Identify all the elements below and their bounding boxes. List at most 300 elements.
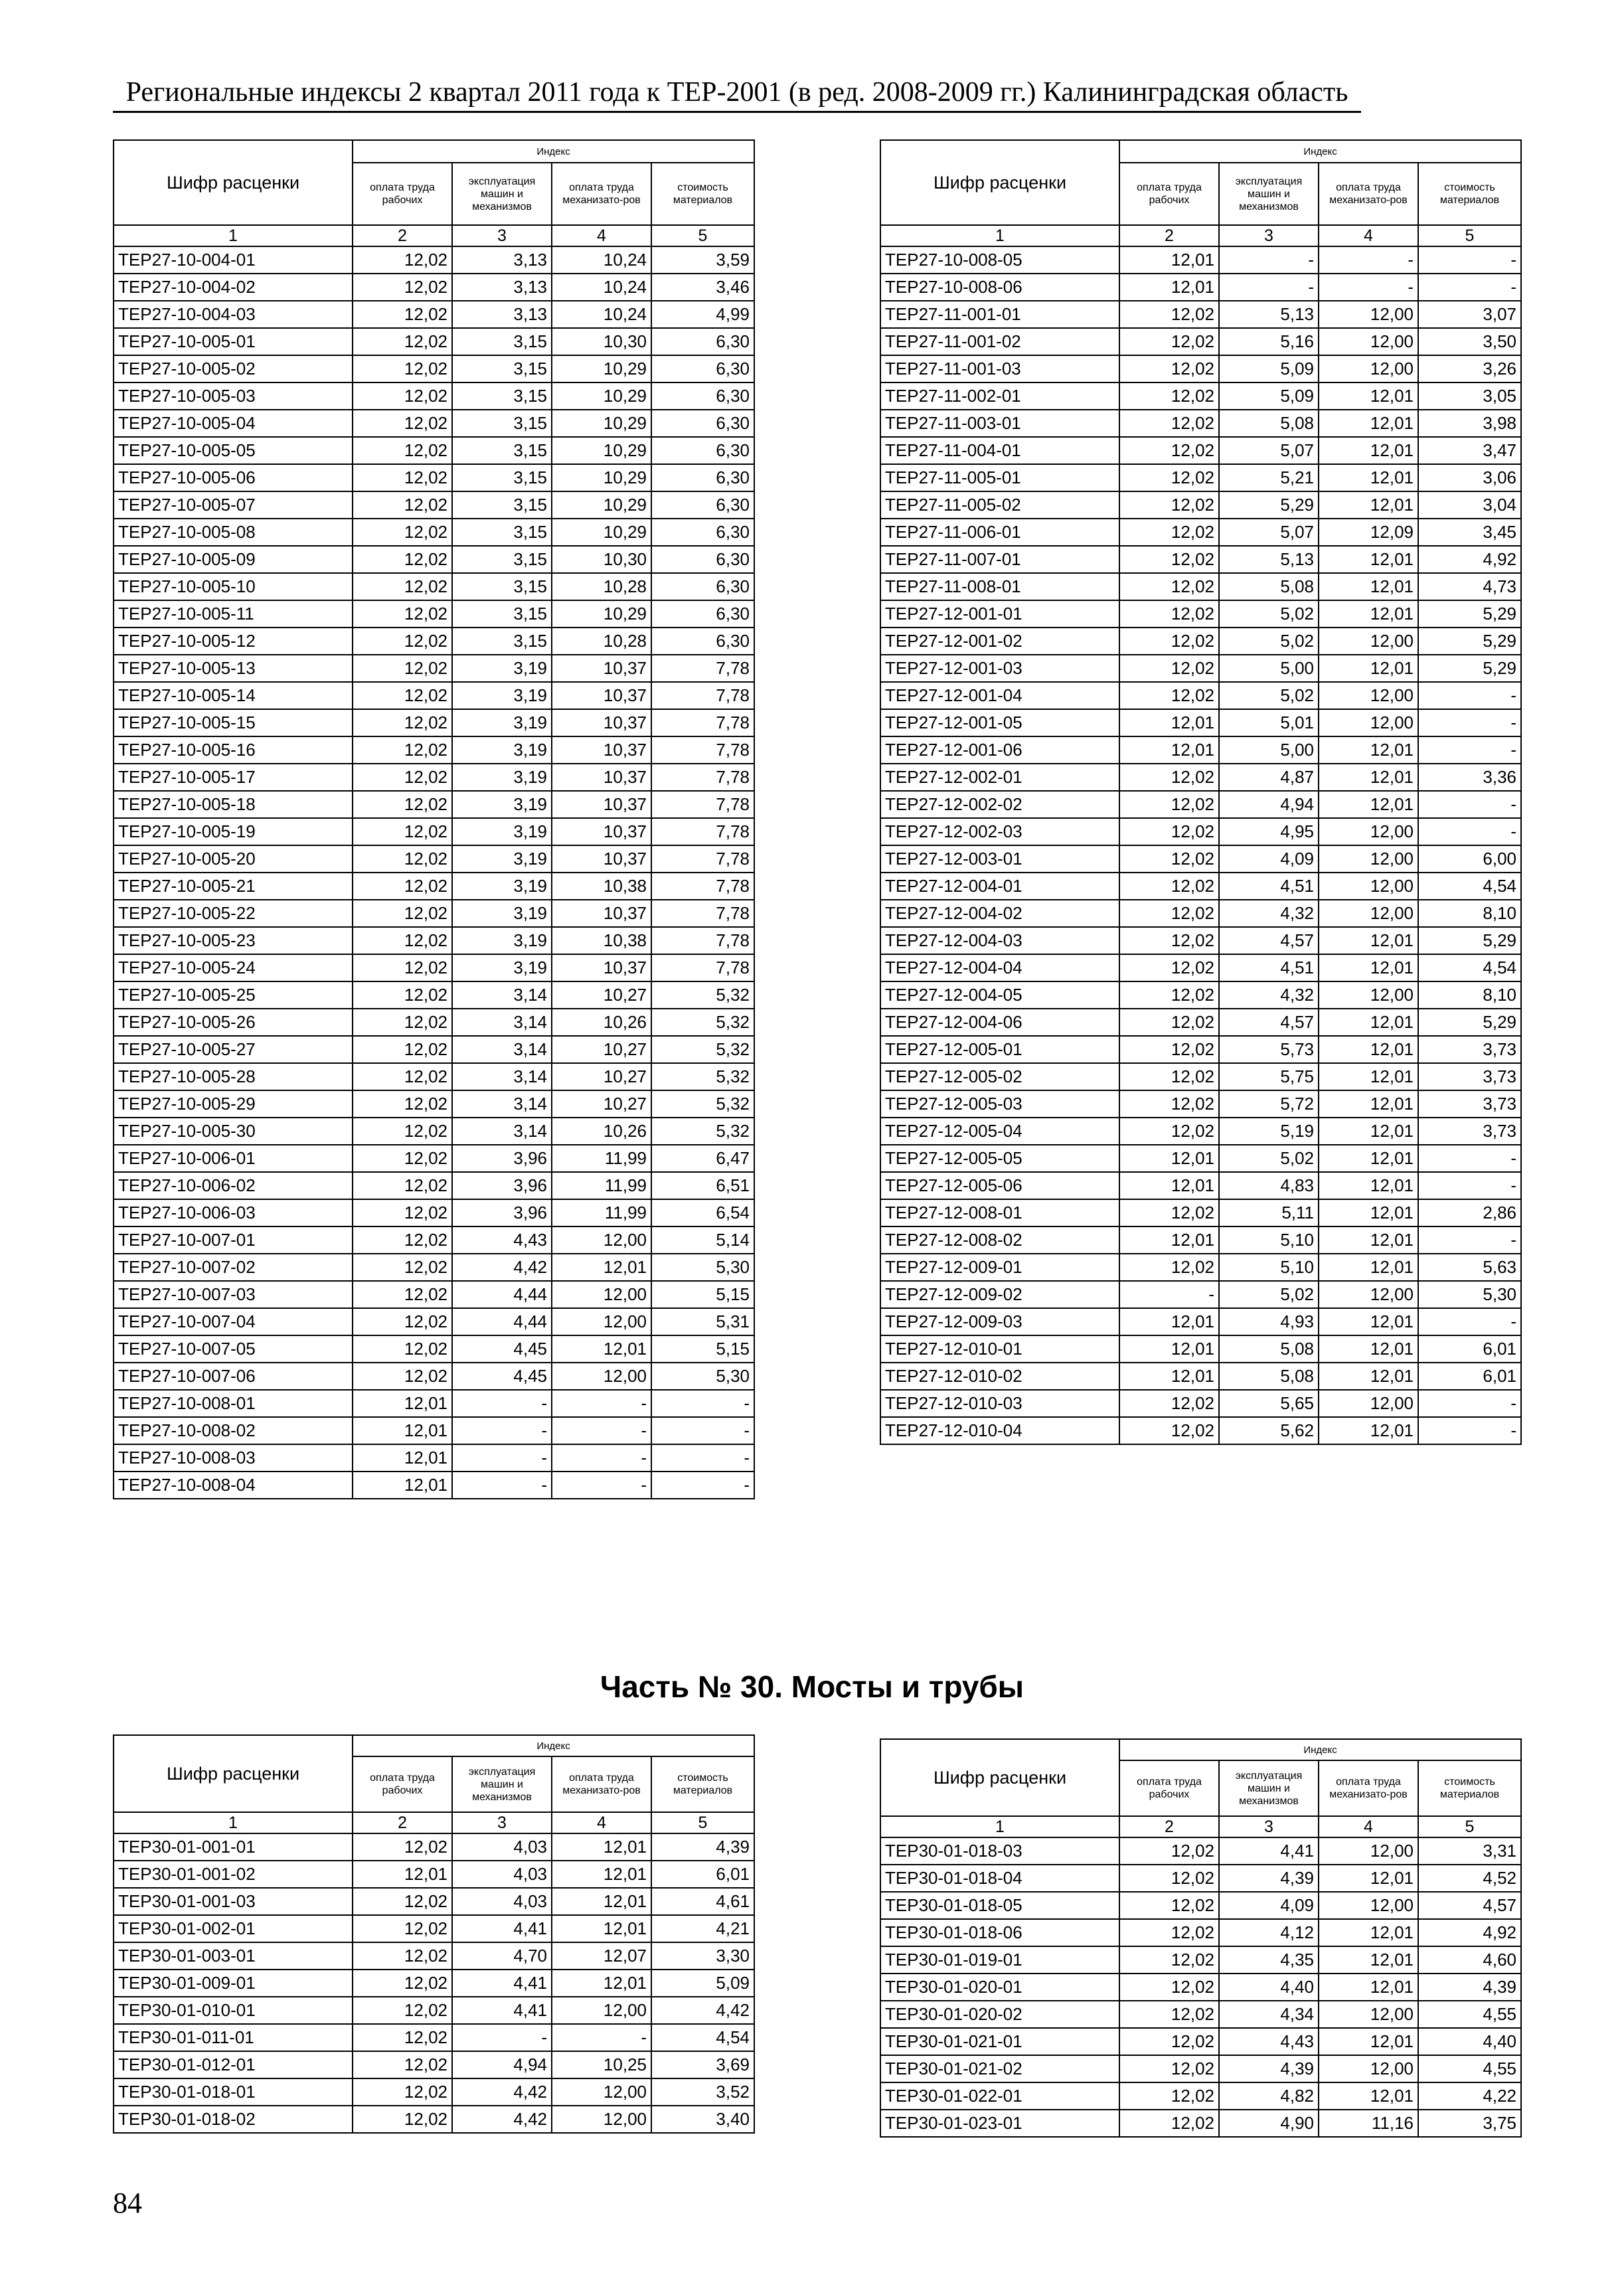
cell-value: 3,73	[1418, 1036, 1521, 1063]
cell-value: 5,30	[651, 1363, 754, 1390]
cell-code: ТЕР27-12-002-03	[880, 818, 1119, 845]
table-row	[114, 1118, 754, 1145]
cell-value: 3,52	[651, 2078, 754, 2106]
table-row	[114, 2106, 754, 2133]
cell-code: ТЕР30-01-001-02	[114, 1861, 353, 1888]
cell-code: ТЕР27-10-005-11	[114, 600, 353, 628]
cell-value: 12,02	[1119, 1063, 1219, 1090]
cell-code: ТЕР27-11-003-01	[880, 410, 1119, 437]
cell-value: 12,02	[1119, 1118, 1219, 1145]
cell-code: ТЕР27-11-005-02	[880, 491, 1119, 519]
cell-code: ТЕР30-01-018-01	[114, 2078, 353, 2106]
cell-value: 5,10	[1219, 1226, 1319, 1254]
cell-code: ТЕР30-01-020-02	[880, 2001, 1119, 2028]
cell-value: 12,02	[1119, 818, 1219, 845]
cell-code: ТЕР27-10-005-25	[114, 981, 353, 1009]
table-row	[114, 900, 754, 927]
column-header-operators: оплата труда механизато-ров	[1319, 163, 1418, 225]
cell-value: 12,01	[552, 1915, 651, 1942]
cell-code: ТЕР27-10-004-03	[114, 301, 353, 328]
table-row	[114, 682, 754, 709]
cell-value: 12,02	[1119, 1009, 1219, 1036]
cell-value: 12,02	[1119, 764, 1219, 791]
cell-value: 6,30	[651, 410, 754, 437]
cell-code: ТЕР27-12-005-02	[880, 1063, 1119, 1090]
cell-value: 4,21	[651, 1915, 754, 1942]
column-number: 3	[1219, 1816, 1319, 1837]
cell-value: 12,01	[1119, 1145, 1219, 1172]
column-number-row	[114, 1812, 754, 1833]
cell-value: 3,40	[651, 2106, 754, 2133]
cell-value: 3,19	[452, 764, 552, 791]
table-row	[880, 1390, 1521, 1417]
table-row	[880, 628, 1521, 655]
cell-value: 12,02	[1119, 1199, 1219, 1226]
cell-value: 12,02	[1119, 1919, 1219, 1946]
cell-value: 7,78	[651, 682, 754, 709]
cell-value: 4,42	[452, 1254, 552, 1281]
cell-value: -	[1418, 709, 1521, 736]
cell-value: 12,01	[1319, 736, 1418, 764]
cell-value: 12,01	[552, 1254, 651, 1281]
cell-value: 3,26	[1418, 355, 1521, 382]
cell-value: 4,03	[452, 1833, 552, 1861]
cell-value: 5,21	[1219, 464, 1319, 491]
cell-value: 4,92	[1418, 546, 1521, 573]
cell-value: 12,02	[1119, 491, 1219, 519]
table-row	[114, 355, 754, 382]
cell-value: -	[651, 1417, 754, 1444]
cell-value: 12,02	[1119, 873, 1219, 900]
cell-code: ТЕР30-01-001-01	[114, 1833, 353, 1861]
cell-code: ТЕР30-01-018-02	[114, 2106, 353, 2133]
cell-code: ТЕР27-12-004-06	[880, 1009, 1119, 1036]
cell-value: 12,02	[1119, 573, 1219, 600]
column-header-code: Шифр расценки	[114, 1735, 353, 1812]
table-row	[880, 873, 1521, 900]
cell-value: 3,14	[452, 1063, 552, 1090]
cell-value: 10,37	[552, 900, 651, 927]
table-row	[114, 1090, 754, 1118]
cell-value: 12,02	[353, 682, 452, 709]
cell-value: 4,92	[1418, 1919, 1521, 1946]
cell-value: 3,69	[651, 2051, 754, 2078]
table-row	[114, 1444, 754, 1472]
cell-value: 3,19	[452, 655, 552, 682]
table-header	[114, 140, 754, 246]
cell-value: 10,37	[552, 845, 651, 873]
cell-value: 12,01	[1319, 2082, 1418, 2110]
cell-code: ТЕР30-01-018-03	[880, 1837, 1119, 1865]
cell-value: 5,01	[1219, 709, 1319, 736]
cell-value: 5,73	[1219, 1036, 1319, 1063]
cell-code: ТЕР27-12-001-04	[880, 682, 1119, 709]
column-header-code: Шифр расценки	[114, 140, 353, 225]
table-row	[114, 573, 754, 600]
cell-value: 12,01	[1119, 736, 1219, 764]
table-row	[880, 1919, 1521, 1946]
column-number: 4	[1319, 225, 1418, 246]
cell-value: 4,34	[1219, 2001, 1319, 2028]
cell-value: 12,01	[1319, 1036, 1418, 1063]
cell-value: 12,00	[1319, 900, 1418, 927]
cell-value: 4,61	[651, 1888, 754, 1915]
cell-value: 3,46	[651, 274, 754, 301]
cell-value: 10,25	[552, 2051, 651, 2078]
cell-code: ТЕР27-12-009-03	[880, 1308, 1119, 1335]
cell-value: 12,01	[1319, 1417, 1418, 1444]
cell-value: 12,02	[1119, 546, 1219, 573]
cell-code: ТЕР27-12-002-02	[880, 791, 1119, 818]
cell-value: 12,02	[353, 1335, 452, 1363]
cell-value: 10,26	[552, 1118, 651, 1145]
column-header-labor: оплата труда рабочих	[1119, 163, 1219, 225]
cell-value: 4,57	[1219, 1009, 1319, 1036]
cell-value: 12,01	[353, 1472, 452, 1499]
cell-value: 5,02	[1219, 1145, 1319, 1172]
cell-code: ТЕР27-12-008-01	[880, 1199, 1119, 1226]
cell-value: 8,10	[1418, 981, 1521, 1009]
header-rule	[113, 111, 1361, 113]
cell-value: 10,29	[552, 382, 651, 410]
cell-value: 4,44	[452, 1308, 552, 1335]
cell-value: 12,02	[353, 1970, 452, 1997]
cell-value: 10,37	[552, 709, 651, 736]
table-row	[880, 1946, 1521, 1974]
cell-value: 3,31	[1418, 1837, 1521, 1865]
cell-value: 4,45	[452, 1363, 552, 1390]
cell-value: 12,00	[1319, 328, 1418, 355]
cell-value: 5,00	[1219, 655, 1319, 682]
column-number: 3	[452, 225, 552, 246]
table-row	[880, 1281, 1521, 1308]
cell-value: 12,02	[1119, 1837, 1219, 1865]
cell-code: ТЕР27-12-010-04	[880, 1417, 1119, 1444]
column-number: 5	[651, 1812, 754, 1833]
cell-value: 12,01	[1319, 1090, 1418, 1118]
cell-value: 4,54	[1418, 873, 1521, 900]
table-row	[880, 900, 1521, 927]
cell-value: 10,29	[552, 355, 651, 382]
cell-value: 12,01	[1119, 1335, 1219, 1363]
cell-code: ТЕР27-12-009-01	[880, 1254, 1119, 1281]
cell-code: ТЕР27-12-004-03	[880, 927, 1119, 954]
cell-value: 12,02	[1119, 410, 1219, 437]
cell-code: ТЕР27-10-005-12	[114, 628, 353, 655]
cell-value: 4,35	[1219, 1946, 1319, 1974]
cell-value: 12,01	[1319, 491, 1418, 519]
cell-value: 4,57	[1219, 927, 1319, 954]
cell-value: 12,02	[1119, 628, 1219, 655]
table-row	[880, 1308, 1521, 1335]
cell-value: 12,02	[353, 519, 452, 546]
index-table-1	[113, 139, 755, 1499]
column-header-machines: эксплуатация машин и механизмов	[452, 1756, 552, 1812]
cell-value: 12,02	[353, 464, 452, 491]
cell-value: 12,02	[353, 1145, 452, 1172]
cell-code: ТЕР30-01-009-01	[114, 1970, 353, 1997]
cell-value: 10,27	[552, 1090, 651, 1118]
table-row	[114, 1861, 754, 1888]
table-row	[114, 1335, 754, 1363]
cell-value: 12,02	[1119, 1254, 1219, 1281]
table-row	[114, 600, 754, 628]
cell-value: 3,14	[452, 1009, 552, 1036]
cell-value: 12,01	[1319, 573, 1418, 600]
table-row	[114, 818, 754, 845]
table-row	[880, 927, 1521, 954]
column-number-row	[114, 225, 754, 246]
table-row	[880, 491, 1521, 519]
cell-value: 12,02	[353, 600, 452, 628]
cell-value: 4,94	[452, 2051, 552, 2078]
cell-value: -	[1418, 1417, 1521, 1444]
table-row	[114, 328, 754, 355]
cell-code: ТЕР27-12-009-02	[880, 1281, 1119, 1308]
cell-value: 3,19	[452, 682, 552, 709]
cell-value: 4,03	[452, 1861, 552, 1888]
cell-value: 12,01	[1319, 1363, 1418, 1390]
cell-code: ТЕР30-01-021-02	[880, 2055, 1119, 2082]
cell-value: 12,02	[353, 1199, 452, 1226]
cell-value: 4,39	[1418, 1974, 1521, 2001]
column-header-labor: оплата труда рабочих	[353, 163, 452, 225]
column-number: 1	[114, 1812, 353, 1833]
cell-value: 5,75	[1219, 1063, 1319, 1090]
cell-value: 3,15	[452, 464, 552, 491]
cell-value: 6,30	[651, 519, 754, 546]
cell-value: 12,00	[1319, 873, 1418, 900]
cell-value: 3,50	[1418, 328, 1521, 355]
cell-value: 12,02	[1119, 845, 1219, 873]
column-number: 2	[1119, 225, 1219, 246]
cell-code: ТЕР27-10-005-20	[114, 845, 353, 873]
cell-code: ТЕР30-01-019-01	[880, 1946, 1119, 1974]
cell-code: ТЕР27-11-008-01	[880, 573, 1119, 600]
cell-value: 5,08	[1219, 410, 1319, 437]
cell-code: ТЕР27-10-005-04	[114, 410, 353, 437]
cell-value: 5,29	[1418, 600, 1521, 628]
cell-code: ТЕР30-01-023-01	[880, 2110, 1119, 2137]
table-row	[114, 274, 754, 301]
cell-value: 3,47	[1418, 437, 1521, 464]
cell-value: 7,78	[651, 736, 754, 764]
table-row	[880, 246, 1521, 274]
table-row	[880, 274, 1521, 301]
cell-code: ТЕР27-10-005-24	[114, 954, 353, 981]
cell-value: 8,10	[1418, 900, 1521, 927]
column-number: 2	[353, 225, 452, 246]
cell-value: 5,08	[1219, 1363, 1319, 1390]
table-row	[880, 1892, 1521, 1919]
table-row	[114, 1970, 754, 1997]
table-row	[114, 1308, 754, 1335]
cell-value: 5,15	[651, 1335, 754, 1363]
cell-value: -	[1418, 1308, 1521, 1335]
cell-code: ТЕР27-12-005-05	[880, 1145, 1119, 1172]
cell-value: 12,07	[552, 1942, 651, 1970]
cell-value: 6,30	[651, 628, 754, 655]
column-header-operators: оплата труда механизато-ров	[552, 1756, 651, 1812]
table-body	[114, 1833, 754, 2133]
cell-value: 12,02	[353, 546, 452, 573]
cell-value: 4,52	[1418, 1865, 1521, 1892]
table-row	[114, 1915, 754, 1942]
table-header	[880, 140, 1521, 246]
cell-value: 12,02	[353, 1997, 452, 2024]
cell-value: 7,78	[651, 927, 754, 954]
table-row	[880, 1865, 1521, 1892]
cell-code: ТЕР27-10-005-28	[114, 1063, 353, 1090]
column-number: 2	[353, 1812, 452, 1833]
cell-value: 12,02	[1119, 1892, 1219, 1919]
cell-code: ТЕР30-01-020-01	[880, 1974, 1119, 2001]
cell-value: 12,01	[552, 1970, 651, 1997]
cell-value: 4,90	[1219, 2110, 1319, 2137]
cell-value: 12,01	[1319, 1009, 1418, 1036]
cell-value: 3,36	[1418, 764, 1521, 791]
cell-value: 12,01	[1319, 1974, 1418, 2001]
cell-value: 10,37	[552, 954, 651, 981]
cell-value: 5,00	[1219, 736, 1319, 764]
table-header	[114, 1735, 754, 1833]
cell-value: 10,37	[552, 818, 651, 845]
cell-value: 12,02	[353, 791, 452, 818]
cell-value: 12,02	[353, 1118, 452, 1145]
cell-value: 10,37	[552, 791, 651, 818]
cell-value: 5,16	[1219, 328, 1319, 355]
cell-value: 12,02	[353, 873, 452, 900]
cell-value: 12,02	[353, 818, 452, 845]
cell-value: 4,51	[1219, 954, 1319, 981]
cell-value: 10,37	[552, 736, 651, 764]
cell-value: 12,02	[1119, 382, 1219, 410]
cell-value: 7,78	[651, 791, 754, 818]
cell-value: -	[1418, 1390, 1521, 1417]
table-row	[114, 1145, 754, 1172]
cell-code: ТЕР30-01-011-01	[114, 2024, 353, 2051]
cell-value: 5,32	[651, 1090, 754, 1118]
table-row	[880, 573, 1521, 600]
table-row	[880, 1145, 1521, 1172]
cell-value: -	[1418, 682, 1521, 709]
cell-value: 3,14	[452, 1090, 552, 1118]
column-header-labor: оплата труда рабочих	[1119, 1760, 1219, 1816]
cell-value: -	[452, 1390, 552, 1417]
column-number: 1	[114, 225, 353, 246]
cell-code: ТЕР27-10-004-01	[114, 246, 353, 274]
cell-value: 12,01	[1319, 1254, 1418, 1281]
cell-value: 12,01	[353, 1444, 452, 1472]
table-row	[880, 2001, 1521, 2028]
cell-value: 12,02	[353, 900, 452, 927]
cell-value: 3,15	[452, 437, 552, 464]
cell-value: 4,12	[1219, 1919, 1319, 1946]
cell-code: ТЕР27-12-010-01	[880, 1335, 1119, 1363]
cell-value: 12,00	[552, 1363, 651, 1390]
table-row	[114, 954, 754, 981]
cell-code: ТЕР27-11-001-03	[880, 355, 1119, 382]
cell-code: ТЕР27-12-004-05	[880, 981, 1119, 1009]
cell-value: 12,02	[1119, 1946, 1219, 1974]
cell-value: 3,19	[452, 818, 552, 845]
cell-value: 3,15	[452, 546, 552, 573]
cell-code: ТЕР27-10-008-05	[880, 246, 1119, 274]
cell-code: ТЕР27-10-005-01	[114, 328, 353, 355]
cell-value: 5,29	[1418, 628, 1521, 655]
cell-value: 3,19	[452, 736, 552, 764]
column-group-index: Индекс	[353, 1735, 754, 1756]
cell-value: 4,09	[1219, 845, 1319, 873]
cell-code: ТЕР27-10-007-02	[114, 1254, 353, 1281]
cell-value: 4,32	[1219, 900, 1319, 927]
cell-value: 3,15	[452, 573, 552, 600]
cell-value: -	[1418, 736, 1521, 764]
table-row	[880, 2082, 1521, 2110]
cell-value: 12,01	[1319, 1308, 1418, 1335]
cell-value: 3,30	[651, 1942, 754, 1970]
table-row	[880, 981, 1521, 1009]
column-number: 2	[1119, 1816, 1219, 1837]
table-row	[114, 628, 754, 655]
cell-value: -	[1119, 1281, 1219, 1308]
table-row	[114, 709, 754, 736]
cell-value: 12,00	[1319, 1892, 1418, 1919]
cell-value: -	[552, 2024, 651, 2051]
column-header-materials: стоимость материалов	[651, 163, 754, 225]
table-row	[114, 1254, 754, 1281]
cell-value: 5,09	[1219, 355, 1319, 382]
table-row	[880, 2055, 1521, 2082]
cell-value: 4,94	[1219, 791, 1319, 818]
cell-value: 5,13	[1219, 301, 1319, 328]
table-row	[880, 546, 1521, 573]
cell-code: ТЕР27-10-008-06	[880, 274, 1119, 301]
table-row	[114, 410, 754, 437]
cell-value: 12,02	[353, 2078, 452, 2106]
cell-value: 12,00	[1319, 1281, 1418, 1308]
cell-code: ТЕР27-10-005-30	[114, 1118, 353, 1145]
cell-code: ТЕР27-12-004-04	[880, 954, 1119, 981]
cell-value: 12,02	[353, 1942, 452, 1970]
cell-value: 6,30	[651, 437, 754, 464]
cell-code: ТЕР30-01-018-05	[880, 1892, 1119, 1919]
cell-value: 12,02	[353, 1036, 452, 1063]
cell-value: 12,01	[1319, 1145, 1418, 1172]
table-row	[880, 1172, 1521, 1199]
cell-value: 12,01	[1319, 546, 1418, 573]
cell-value: 12,02	[353, 1009, 452, 1036]
cell-value: 12,01	[353, 1417, 452, 1444]
cell-value: 12,02	[353, 1281, 452, 1308]
cell-value: 3,14	[452, 1118, 552, 1145]
table-row	[114, 382, 754, 410]
cell-value: 3,98	[1418, 410, 1521, 437]
cell-value: 12,01	[1119, 246, 1219, 274]
table-row	[114, 301, 754, 328]
cell-value: 5,08	[1219, 1335, 1319, 1363]
cell-value: 10,37	[552, 655, 651, 682]
cell-code: ТЕР27-10-006-01	[114, 1145, 353, 1172]
cell-value: 3,15	[452, 410, 552, 437]
cell-value: 12,01	[1119, 1308, 1219, 1335]
cell-value: 7,78	[651, 873, 754, 900]
table-row	[114, 1417, 754, 1444]
table-row	[880, 1036, 1521, 1063]
cell-value: 12,02	[353, 1172, 452, 1199]
cell-value: 5,19	[1219, 1118, 1319, 1145]
cell-value: 12,00	[552, 1997, 651, 2024]
